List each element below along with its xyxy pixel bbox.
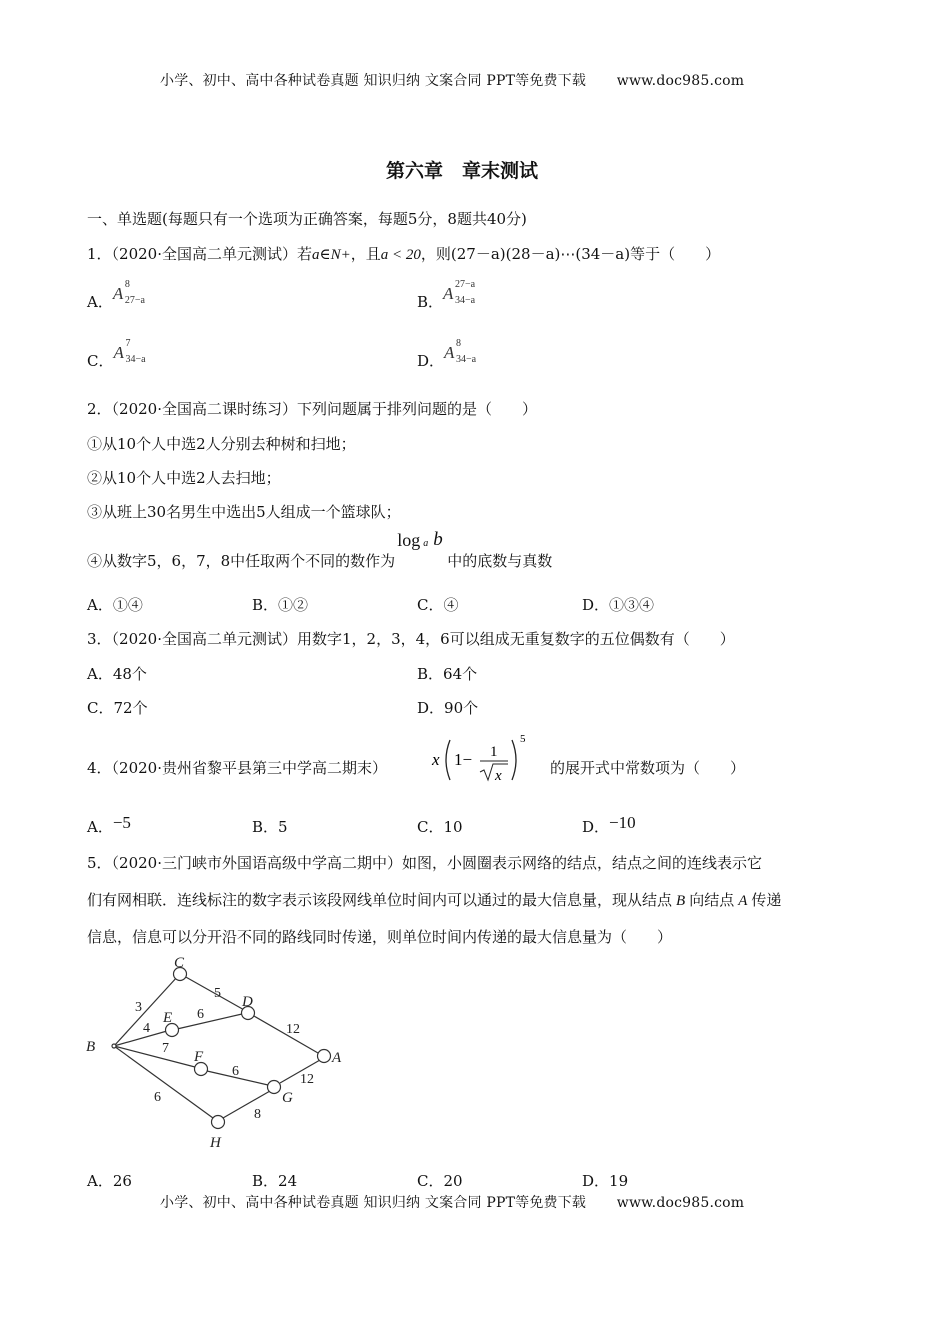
footer-text (160, 1192, 744, 1212)
node-label-f: F (194, 1049, 204, 1065)
q2-option-c[interactable]: C．④ (417, 596, 459, 614)
q1-option-d[interactable] (417, 338, 504, 371)
edge-label-g-a: 12 (300, 1072, 314, 1087)
edge-label-c-d: 5 (214, 986, 221, 1001)
q2-option-b[interactable]: B．①② (252, 596, 309, 614)
q4-expression (428, 728, 558, 790)
q4-option-d[interactable] (582, 813, 636, 837)
option-label: C． (87, 352, 114, 370)
edge-b-f (114, 1046, 195, 1067)
q5-option-c[interactable]: C．20 (417, 1172, 463, 1190)
edge-label-b-f: 7 (162, 1041, 169, 1056)
node-label-c: C (174, 955, 185, 971)
q2-item-4 (87, 529, 553, 571)
right-paren (512, 740, 516, 780)
edge-label-d-a: 12 (286, 1022, 300, 1037)
edge-e-d (177, 1014, 242, 1029)
node-label-b: B (86, 1039, 96, 1055)
node-b (112, 1044, 116, 1048)
header-text (160, 70, 744, 90)
footer-url[interactable]: www.doc985.com (616, 1195, 745, 1211)
perm-letter: A (113, 343, 124, 362)
log-base: a (423, 538, 429, 549)
header-url[interactable]: www.doc985.com (616, 73, 745, 89)
question-5-line-1: 5．（2020·三门峡市外国语高级中学高二期中）如图，小圆圈表示网络的结点，结点之间的连线表示它 (87, 854, 762, 872)
node-a (318, 1050, 331, 1063)
q1-option-c[interactable] (87, 338, 173, 371)
q1-option-b[interactable] (417, 279, 503, 312)
q1-var-a: a (312, 247, 320, 263)
permutation-formula (112, 279, 173, 310)
perm-letter: A (443, 284, 454, 303)
q5-node-a-ref: A (738, 893, 748, 909)
expr-numerator: 1 (490, 744, 498, 760)
q1-cond: a < 20 (380, 247, 421, 263)
q4-option-a[interactable] (87, 813, 131, 837)
q4-option-c[interactable] (417, 816, 463, 837)
expr-x: x (432, 750, 440, 769)
node-label-g: G (282, 1090, 293, 1106)
permutation-formula (444, 338, 504, 369)
q3-option-d[interactable]: D．90个 (417, 699, 479, 717)
q3-option-a[interactable]: A．48个 (87, 665, 147, 683)
q1-in-symbol: ∈ (319, 245, 331, 263)
question-5-line-2 (87, 889, 781, 910)
edge-label-b-e: 4 (143, 1021, 150, 1036)
question-1-stem (87, 243, 720, 264)
q3-option-b[interactable]: B．64个 (417, 665, 478, 683)
perm-letter: A (444, 343, 455, 362)
perm-sup: 8 (456, 338, 462, 349)
network-diagram (80, 950, 360, 1160)
q5-node-b-ref: B (676, 893, 686, 909)
edge-label-b-h: 6 (154, 1090, 161, 1105)
option-label: C． (417, 818, 444, 836)
option-value: 5 (278, 818, 288, 836)
q5-line2-mid: 向结点 (689, 891, 735, 909)
q2-item-1: ①从10个人中选2人分别去种树和扫地； (87, 435, 356, 453)
left-paren (446, 740, 450, 780)
perm-sub: 34−a (455, 295, 476, 306)
node-h (212, 1116, 225, 1129)
footer-title: 小学、初中、高中各种试卷真题 知识归纳 文案合同 PPT等免费下载 (160, 1195, 587, 1211)
q1-option-a[interactable] (87, 279, 173, 312)
q1-set: N+ (330, 247, 351, 263)
q4-stem-suffix: 的展开式中常数项为（ ） (550, 759, 746, 777)
expr-radicand: x (495, 768, 502, 784)
perm-sub: 34−a (125, 354, 146, 365)
perm-sub: 27−a (124, 295, 145, 306)
option-label: D． (417, 352, 445, 370)
perm-sub: 34−a (456, 354, 477, 365)
edge-label-f-g: 6 (232, 1064, 239, 1079)
question-4-stem (87, 757, 387, 778)
q2-item-3: ③从班上30名男生中选出5人组成一个篮球队； (87, 503, 401, 521)
expr-power: 5 (520, 733, 526, 745)
node-label-e: E (163, 1010, 173, 1026)
perm-sup: 7 (125, 338, 131, 349)
permutation-formula (113, 338, 173, 369)
log-expression (395, 529, 447, 566)
question-3-stem: 3．（2020·全国高二单元测试）用数字1，2，3，4，6可以组成无重复数字的五位偶数有（ ） (87, 630, 735, 648)
option-label: B． (252, 818, 279, 836)
option-label: B． (417, 293, 444, 311)
edge-b-e (114, 1031, 167, 1046)
perm-sup: 27−a (455, 279, 476, 290)
q2-option-d[interactable]: D．①③④ (582, 596, 655, 614)
option-label: D． (582, 818, 610, 836)
q4-option-b[interactable] (252, 816, 288, 837)
q4-stem-prefix: 4．（2020·贵州省黎平县第三中学高二期末） (87, 759, 387, 777)
section-heading: 一、单选题(每题只有一个选项为正确答案，每题5分，8题共40分) (87, 210, 527, 228)
question-5-line-3: 信息，信息可以分开沿不同的路线同时传递，则单位时间内传递的最大信息量为（ ） (87, 928, 673, 946)
q2-item4-suffix: 中的底数与真数 (447, 552, 553, 570)
radical-sign (480, 764, 508, 780)
log-arg: b (433, 529, 443, 550)
node-label-a: A (332, 1050, 342, 1066)
q5-option-d[interactable]: D．19 (582, 1172, 629, 1190)
header-title: 小学、初中、高中各种试卷真题 知识归纳 文案合同 PPT等免费下载 (160, 73, 587, 89)
edge-label-h-g: 8 (254, 1107, 261, 1122)
q5-option-a[interactable]: A．26 (87, 1172, 132, 1190)
option-value: −5 (112, 813, 131, 832)
q1-stem-mid: ，且 (350, 245, 381, 263)
perm-letter: A (112, 284, 124, 303)
edge-label-b-c: 3 (135, 1000, 142, 1015)
option-label: A． (87, 293, 113, 311)
q3-option-c[interactable]: C．72个 (87, 699, 148, 717)
option-value: −10 (609, 813, 636, 832)
q5-option-b[interactable]: B．24 (252, 1172, 298, 1190)
q1-stem-mid2: ，则(27－a)(28－a)⋯(34－a)等于（ ） (420, 245, 721, 263)
edge-h-g (223, 1091, 270, 1118)
permutation-formula (443, 279, 503, 310)
expr-one: 1− (454, 750, 473, 769)
edge-label-e-d: 6 (197, 1007, 204, 1022)
q2-option-a[interactable]: A．①④ (87, 596, 143, 614)
page-title: 第六章 章末测试 (386, 160, 539, 182)
perm-sup: 8 (124, 279, 130, 290)
q2-item-2: ②从10个人中选2人去扫地； (87, 469, 281, 487)
q1-stem-prefix: 1．（2020·全国高二单元测试）若 (87, 245, 312, 263)
question-2-stem: 2．（2020·全国高二课时练习）下列问题属于排列问题的是（ ） (87, 400, 537, 418)
option-label: A． (87, 818, 113, 836)
node-label-d: D (242, 994, 253, 1010)
node-g (268, 1081, 281, 1094)
option-value: 10 (443, 818, 463, 836)
q5-line2-suffix: 传递 (751, 891, 782, 909)
log-text: log (397, 530, 421, 550)
q2-item4-prefix: ④从数字5，6，7，8中任取两个不同的数作为 (87, 552, 396, 570)
q5-line2-prefix: 们有网相联．连线标注的数字表示该段网线单位时间内可以通过的最大信息量，现从结点 (87, 891, 673, 909)
node-label-h: H (210, 1135, 221, 1151)
